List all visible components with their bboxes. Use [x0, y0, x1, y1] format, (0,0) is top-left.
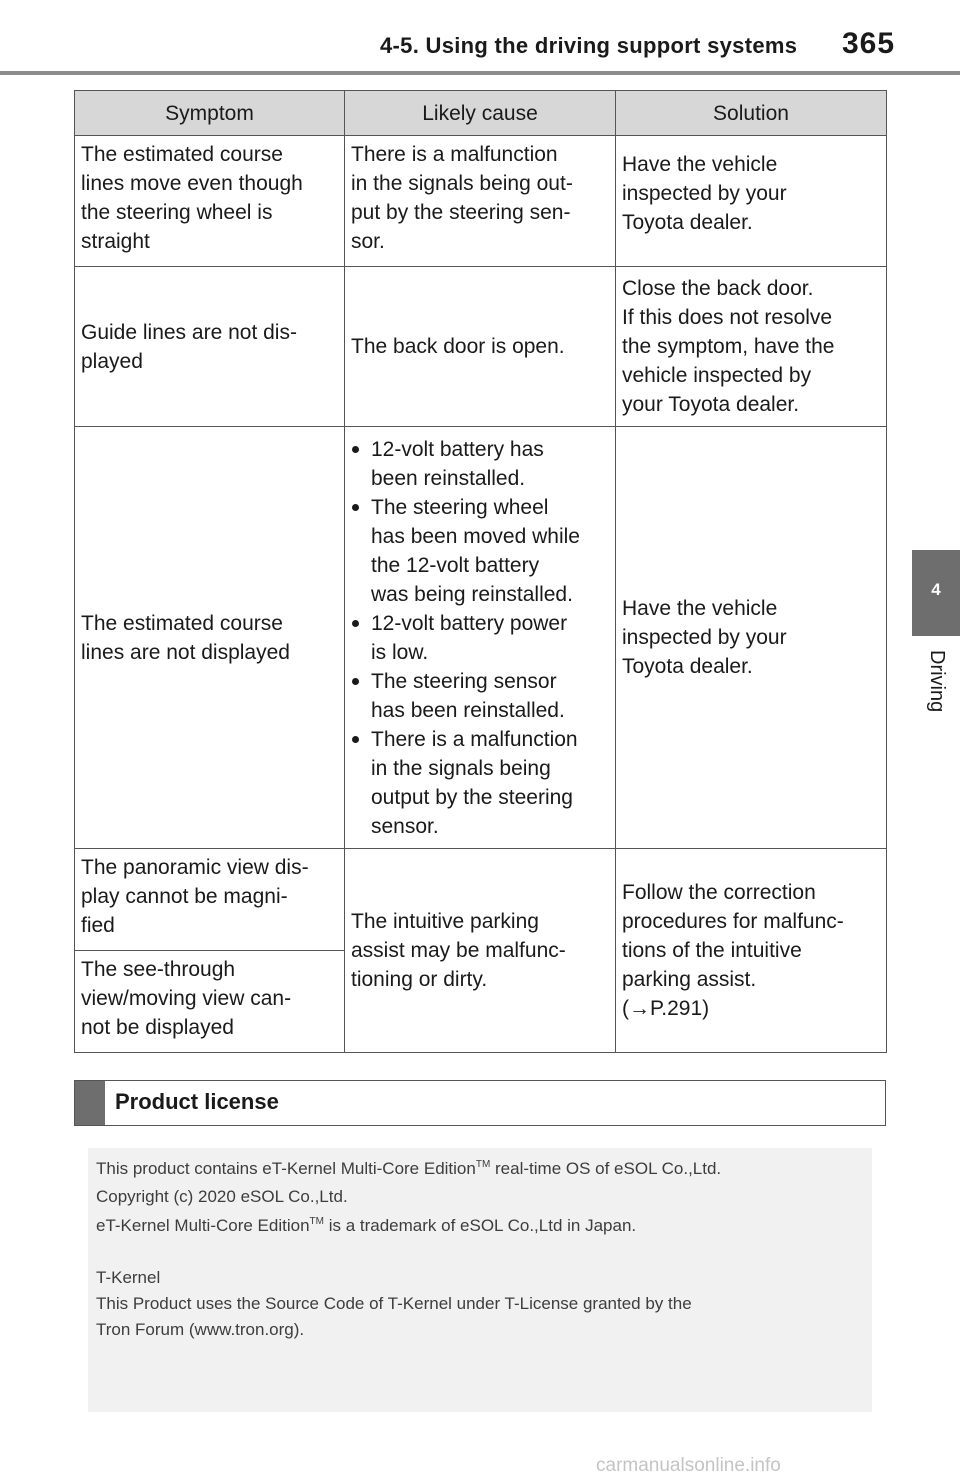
- license-line: Copyright (c) 2020 eSOL Co.,Ltd.: [96, 1187, 348, 1206]
- cell-line: been reinstalled.: [371, 466, 526, 490]
- cell-line: the symptom, have the: [622, 335, 835, 358]
- cell-line: inspected by your: [622, 626, 787, 649]
- solution-cell: [616, 267, 887, 427]
- solution-cell: [616, 136, 887, 267]
- cause-cell: [345, 267, 616, 427]
- cell-line: is low.: [371, 640, 429, 664]
- cell-line: lines move even though: [81, 172, 303, 195]
- header-divider: [0, 71, 960, 75]
- cell-line: output by the steering: [371, 785, 573, 809]
- list-item: [351, 725, 609, 841]
- trademark-mark: TM: [475, 1159, 491, 1170]
- symptom-cell: [75, 267, 345, 427]
- cell-line: sensor.: [371, 814, 439, 838]
- cell-line: assist may be malfunc-: [351, 939, 566, 962]
- cell-line: The steering sensor: [371, 669, 557, 693]
- cell-line: tioning or dirty.: [351, 968, 488, 991]
- cell-line: Toyota dealer.: [622, 655, 753, 678]
- cell-line: (→P.291): [622, 997, 710, 1020]
- cell-line: put by the steering sen-: [351, 201, 571, 224]
- license-text: is a trademark of eSOL Co.,Ltd in Japan.: [323, 1216, 637, 1235]
- symptom-cell: [75, 427, 345, 849]
- table-header-row: [75, 91, 887, 136]
- troubleshooting-table: [74, 90, 887, 1053]
- cell-line: Have the vehicle: [622, 153, 778, 176]
- chapter-number: 4: [931, 580, 941, 599]
- cell-line: tions of the intuitive: [622, 939, 802, 962]
- list-item: [351, 435, 609, 493]
- symptom-cell: [75, 136, 345, 267]
- page-number: 365: [842, 27, 896, 60]
- table-row: [75, 849, 887, 951]
- trademark-mark: TM: [309, 1216, 324, 1227]
- cause-cell: [345, 427, 616, 849]
- table-row: [75, 267, 887, 427]
- table-row: [75, 427, 887, 849]
- column-header-symptom: Symptom: [75, 91, 345, 136]
- license-line: This Product uses the Source Code of T-Kernel under T-License granted by the: [96, 1294, 692, 1313]
- cell-line: lines are not displayed: [81, 640, 290, 664]
- cell-line: There is a malfunction: [371, 727, 578, 751]
- cell-line: parking assist.: [622, 968, 757, 991]
- cell-line: the steering wheel is: [81, 201, 273, 224]
- cell-line: procedures for malfunc-: [622, 910, 844, 933]
- solution-cell: [616, 427, 887, 849]
- cell-line: The see-through: [81, 958, 236, 981]
- column-header-likely-cause: Likely cause: [345, 91, 616, 136]
- license-line: T-Kernel: [96, 1268, 161, 1287]
- cause-cell: [345, 136, 616, 267]
- license-line: [96, 1155, 721, 1182]
- column-header-solution: Solution: [616, 91, 887, 136]
- cell-line: in the signals being: [371, 756, 551, 780]
- cell-line: sor.: [351, 230, 385, 253]
- cell-line: in the signals being out-: [351, 172, 573, 195]
- cell-line: Follow the correction: [622, 881, 816, 904]
- license-text: real-time OS of eSOL Co.,Ltd.: [490, 1159, 722, 1178]
- cell-line: inspected by your: [622, 182, 787, 205]
- solution-cell: [616, 849, 887, 1053]
- cell-line: fied: [81, 914, 115, 937]
- license-line: [96, 1212, 636, 1239]
- cell-line: has been reinstalled.: [371, 698, 565, 722]
- section-heading-bar: [75, 1081, 105, 1125]
- cell-line: 12-volt battery power: [371, 611, 568, 635]
- license-text-box: [88, 1148, 872, 1412]
- cell-line: Toyota dealer.: [622, 211, 753, 234]
- cell-line: was being reinstalled.: [371, 582, 573, 606]
- cell-line: The steering wheel: [371, 495, 549, 519]
- symptom-cell: [75, 951, 345, 1053]
- section-heading: [74, 1080, 886, 1126]
- cause-bullet-list: [351, 435, 609, 841]
- cell-line: There is a malfunction: [351, 143, 558, 166]
- cell-line: not be displayed: [81, 1016, 234, 1039]
- cell-line: Close the back door.: [622, 277, 814, 300]
- symptom-cell: [75, 849, 345, 951]
- cell-line: The estimated course: [81, 611, 283, 635]
- license-text: eT-Kernel Multi-Core Edition: [96, 1216, 310, 1235]
- cell-line: The intuitive parking: [351, 910, 539, 933]
- list-item: [351, 667, 609, 725]
- cell-line: 12-volt battery has: [371, 437, 544, 461]
- license-text: This product contains eT-Kernel Multi-Core Edition: [96, 1159, 476, 1178]
- license-line: Tron Forum (www.tron.org).: [96, 1320, 305, 1339]
- cell-line: The back door is open.: [351, 335, 565, 358]
- list-item: [351, 493, 609, 609]
- site-watermark: carmanualsonline.info: [596, 1455, 781, 1476]
- cell-line: vehicle inspected by: [622, 364, 812, 387]
- cell-line: play cannot be magni-: [81, 885, 288, 908]
- cell-line: The panoramic view dis-: [81, 856, 309, 879]
- chapter-tab: [912, 550, 960, 636]
- cell-line: your Toyota dealer.: [622, 393, 800, 416]
- cell-line: view/moving view can-: [81, 987, 292, 1010]
- cell-line: If this does not resolve: [622, 306, 833, 329]
- cause-cell: [345, 849, 616, 1053]
- list-item: [351, 609, 609, 667]
- cell-line: straight: [81, 230, 150, 253]
- cell-line: Have the vehicle: [622, 597, 778, 620]
- cell-line: The estimated course: [81, 143, 283, 166]
- cell-line: the 12-volt battery: [371, 553, 540, 577]
- chapter-label: Driving: [926, 650, 948, 713]
- section-title: Product license: [115, 1089, 279, 1114]
- cell-line: has been moved while: [371, 524, 580, 548]
- cell-line: played: [81, 349, 143, 373]
- page-header-title: 4-5. Using the driving support systems: [380, 33, 798, 58]
- table-row: [75, 136, 887, 267]
- cell-line: Guide lines are not dis-: [81, 320, 297, 344]
